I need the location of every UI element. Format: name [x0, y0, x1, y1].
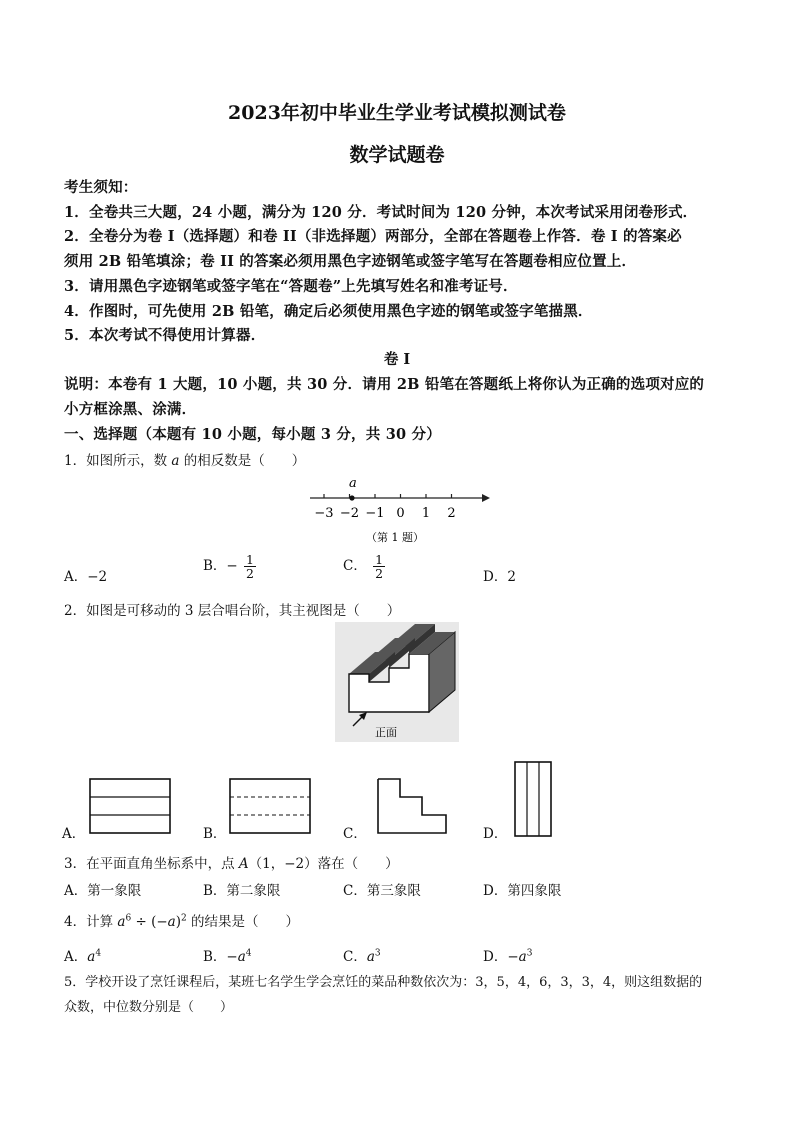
figure-caption: （第 1 题） [366, 531, 424, 544]
notice-item: 2．全卷分为卷 I（选择题）和卷 II（非选择题）两部分，全部在答题卷上作答．卷 I 的答案必 [64, 228, 682, 245]
tick-label: 2 [447, 506, 456, 521]
section-description: 小方框涂黑、涂满． [64, 401, 197, 418]
number-line-figure [296, 470, 496, 550]
q2-option-b-figure [228, 777, 312, 835]
notice-item: 须用 2B 铅笔填涂；卷 II 的答案必须用黑色字迹钢笔或签字笔写在答题卷相应位置上． [64, 253, 637, 270]
tick-label: −1 [365, 506, 385, 521]
notice-item: 3．请用黑色字迹钢笔或签字笔在“答题卷”上先填写姓名和准考证号． [64, 278, 518, 295]
q4-option-b: B．$-a^4$ [203, 948, 252, 965]
question-2-stem: 2．如图是可移动的 3 层合唱台阶，其主视图是（ ） [64, 603, 401, 619]
point-a-marker [349, 495, 354, 500]
q3-option-a: A．第一象限 [64, 883, 142, 899]
fraction: $\frac{1}{2}$ [246, 552, 254, 582]
q1-option-c: C． $\frac{1}{2}$ [343, 552, 384, 582]
q2-option-b-label: B． [203, 826, 227, 842]
q2-option-c-label: C． [343, 826, 367, 842]
question-1-stem: 1．如图所示，数 a 的相反数是（ ） [64, 453, 306, 469]
notice-item: 4．作图时，可先使用 2B 铅笔，确定后必须使用黑色字迹的钢笔或签字笔描黑． [64, 303, 593, 320]
notice-item: 5．本次考试不得使用计算器． [64, 327, 266, 344]
notice-item: 1．全卷共三大题，24 小题，满分为 120 分．考试时间为 120 分钟，本次考试采用闭卷形式． [64, 204, 698, 221]
section-description: 说明：本卷有 1 大题，10 小题，共 30 分．请用 2B 铅笔在答题纸上将你认为正确的选项对应的 [64, 376, 705, 393]
q4-option-a: A．$a^4$ [64, 948, 102, 965]
front-label: 正面 [375, 726, 397, 739]
q2-option-d-figure [513, 760, 553, 838]
q4-option-d: D．$-a^3$ [483, 948, 533, 965]
page-subtitle: 数学试题卷 [349, 144, 445, 166]
staircase-figure [335, 622, 459, 742]
q2-option-a-label: A． [62, 826, 86, 842]
q1-option-a: A．−2 [64, 569, 108, 585]
part-title: 一、选择题（本题有 10 小题，每小题 3 分，共 30 分） [64, 426, 441, 443]
tick-labels [314, 506, 455, 521]
q3-option-c: C．第三象限 [343, 883, 421, 899]
question-3-stem: 3．在平面直角坐标系中，点 A（1，−2）落在（ ） [64, 856, 399, 872]
question-5-stem-cont: 众数，中位数分别是（ ） [64, 1000, 234, 1015]
tick-label: 1 [421, 506, 431, 521]
tick-marks [324, 494, 452, 498]
q2-option-d-label: D． [483, 826, 508, 842]
q3-option-b: B．第二象限 [203, 883, 281, 899]
q4-option-c: C．$a^3$ [343, 948, 381, 965]
q2-option-c-figure [372, 777, 456, 835]
q2-option-a-figure [88, 777, 172, 835]
page-title: 2023年初中毕业生学业考试模拟测试卷 [228, 102, 566, 124]
q1-option-d: D．2 [483, 569, 516, 585]
q3-option-d: D．第四象限 [483, 883, 562, 899]
tick-label: −2 [339, 506, 360, 521]
arrow-icon [482, 494, 490, 502]
question-4-stem: 4．计算 $a^6 \div (-a)^2$ 的结果是（ ） [64, 913, 300, 930]
section-heading: 卷 I [383, 351, 411, 368]
point-a-label: a [349, 476, 357, 491]
question-5-stem: 5．学校开设了烹饪课程后，某班七名学生学会烹饪的菜品种数依次为：3，5，4，6，3，3，4，则这组数据的 [64, 975, 703, 990]
tick-label: −3 [314, 506, 334, 521]
q1-option-b: B．− $\frac{1}{2}$ [203, 552, 254, 582]
notice-heading: 考生须知： [64, 179, 138, 196]
tick-label: 0 [396, 506, 405, 521]
fraction: $\frac{1}{2}$ [375, 552, 384, 582]
